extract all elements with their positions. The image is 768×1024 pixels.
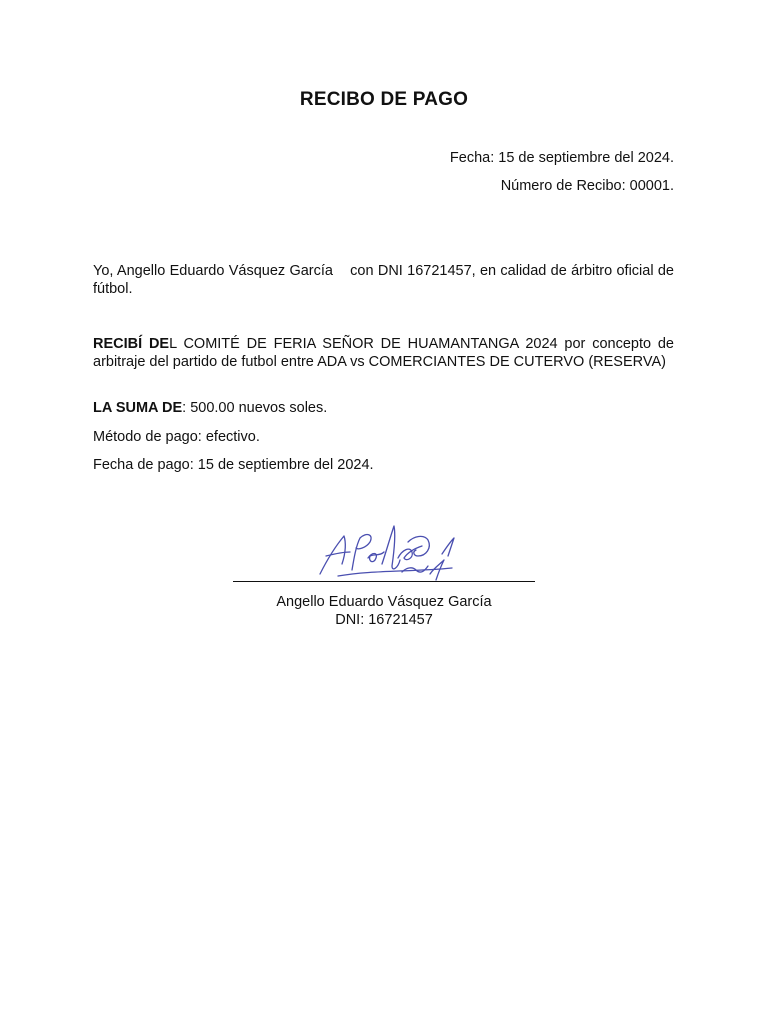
- receipt-title: RECIBO DE PAGO: [299, 89, 469, 110]
- receipt-number: Número de Recibo: 00001.: [500, 178, 674, 194]
- received-text: L COMITÉ DE FERIA SEÑOR DE HUAMANTANGA 2024 por concepto de arbitraje del partido de futbol entre ADA vs COMERCIANTES DE CUTERVO (RESERVA): [93, 336, 674, 370]
- signature-strokes: [320, 526, 454, 580]
- received-label: RECIBÍ DE: [93, 336, 170, 352]
- signer-name: Angello Eduardo Vásquez García: [276, 594, 492, 610]
- payment-date: Fecha de pago: 15 de septiembre del 2024.: [93, 457, 374, 473]
- payment-method: Método de pago: efectivo.: [93, 429, 260, 445]
- handwritten-signature: [312, 512, 472, 584]
- amount-label: LA SUMA DE: [93, 400, 183, 416]
- signer-dni: DNI: 16721457: [335, 612, 433, 628]
- received-paragraph: [93, 335, 674, 371]
- amount-text: : 500.00 nuevos soles.: [182, 400, 328, 416]
- intro-paragraph: Yo, Angello Eduardo Vásquez García con DNI 16721457, en calidad de árbitro oficial de fútbol.: [93, 263, 679, 297]
- amount-line: [93, 399, 327, 417]
- receipt-date: Fecha: 15 de septiembre del 2024.: [449, 150, 674, 166]
- signature-line: [233, 581, 535, 582]
